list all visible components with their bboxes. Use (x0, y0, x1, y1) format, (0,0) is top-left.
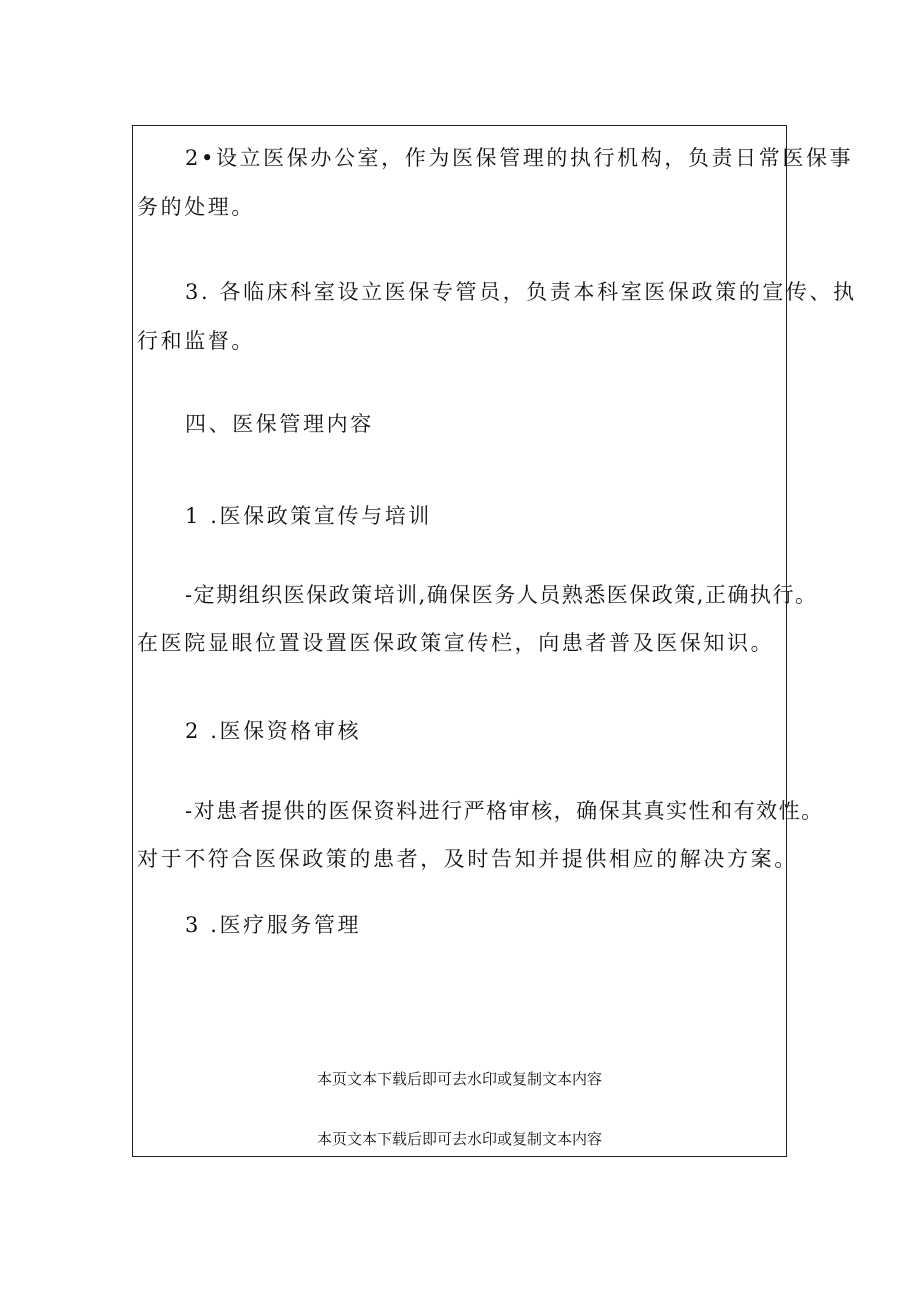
item-2-line-1: -对患者提供的医保资料进行严格审核，确保其真实性和有效性。 (185, 799, 824, 823)
item-1-title: 1 .医保政策宣传与培训 (185, 504, 432, 528)
item-2-line-2: 对于不符合医保政策的患者，及时告知并提供相应的解决方案。 (137, 847, 798, 871)
paragraph-2-line-1: 2•设立医保办公室，作为医保管理的执行机构，负责日常医保事 (185, 146, 854, 170)
item-3-title: 3 .医疗服务管理 (185, 913, 362, 937)
section-heading-4: 四、医保管理内容 (185, 412, 374, 436)
item-1-line-1: -定期组织医保政策培训,确保医务人员熟悉医保政策,正确执行。 (185, 583, 818, 607)
download-notice-2: 本页文本下载后即可去水印或复制文本内容 (316, 1130, 602, 1148)
paragraph-3-line-1: 3. 各临床科室设立医保专管员，负责本科室医保政策的宣传、执 (185, 280, 857, 304)
paragraph-3-line-2: 行和监督。 (137, 329, 255, 353)
item-2-title: 2 .医保资格审核 (185, 719, 362, 743)
download-notice-1: 本页文本下载后即可去水印或复制文本内容 (316, 1070, 602, 1088)
item-1-line-2: 在医院显眼位置设置医保政策宣传栏，向患者普及医保知识。 (137, 631, 775, 655)
paragraph-2-line-2: 务的处理。 (137, 195, 255, 219)
